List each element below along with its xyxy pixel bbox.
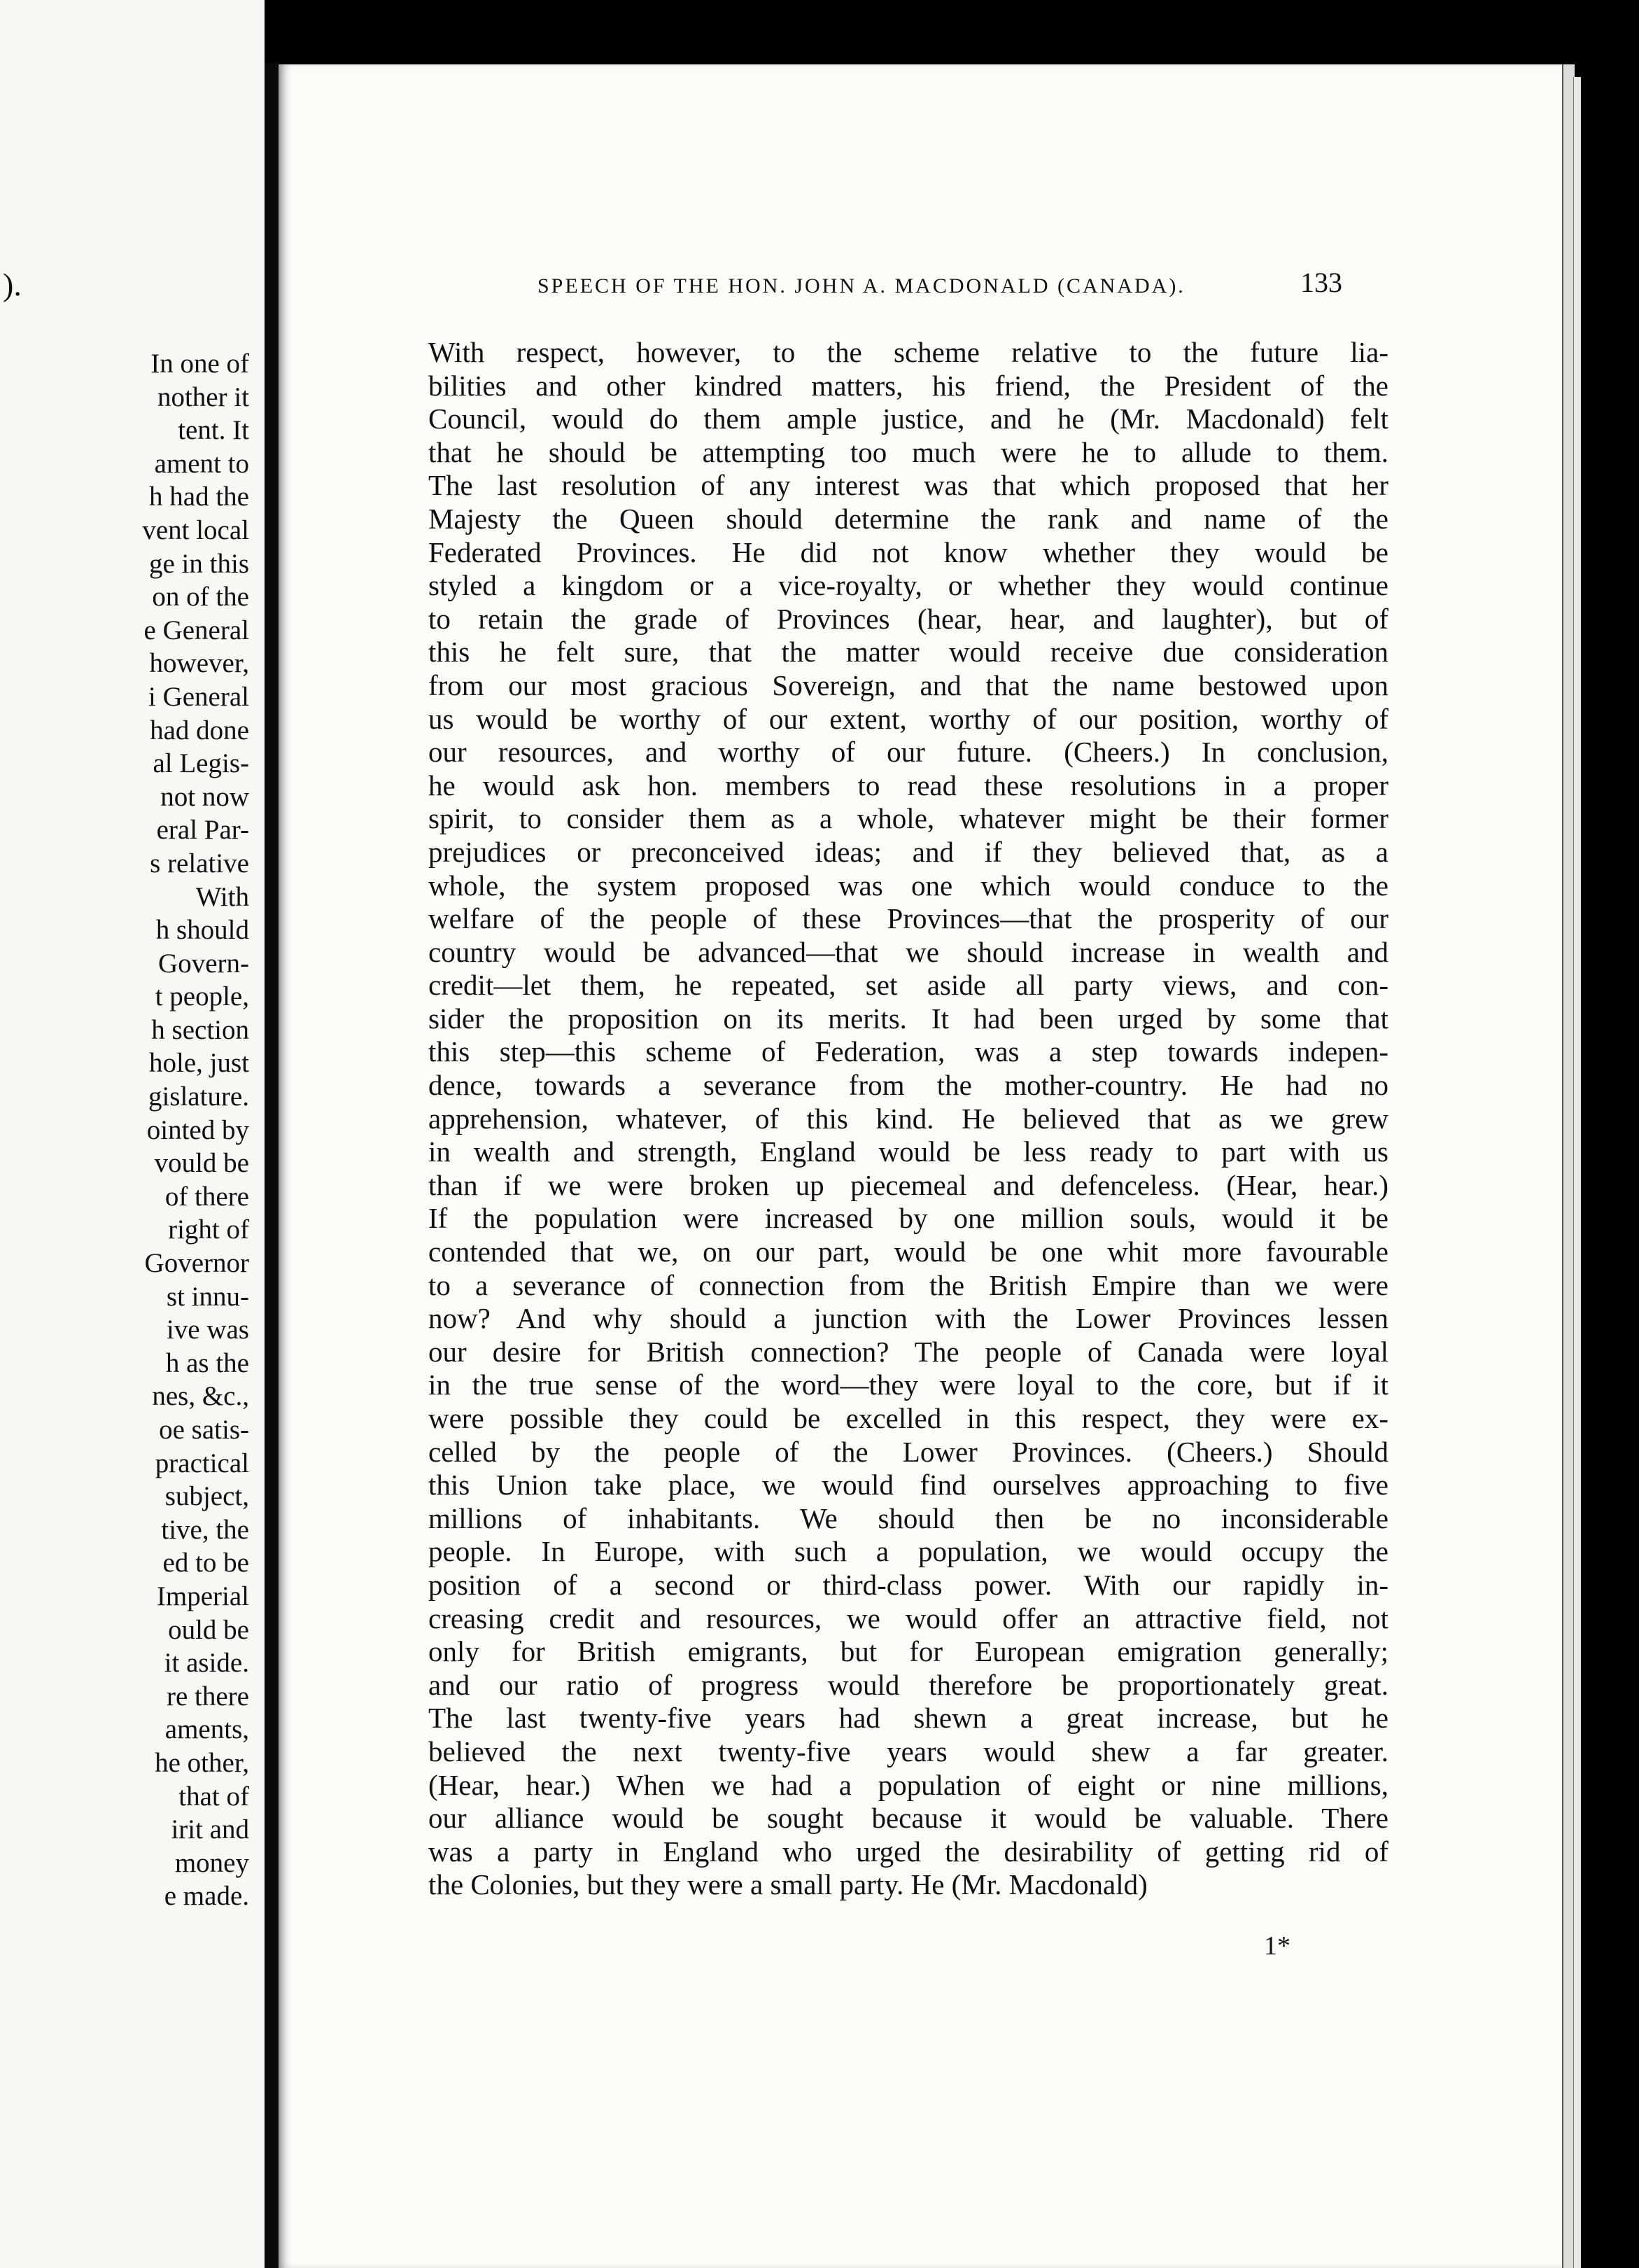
text-line: this he felt sure, that the matter would receive due consideration (428, 636, 1388, 668)
left-text-line: money (174, 1847, 249, 1878)
text-line: apprehension, whatever, of this kind. He believed that as we grew (428, 1102, 1388, 1135)
text-line: dence, towards a severance from the mother-country. He had no (428, 1069, 1388, 1102)
left-text-line: Imperial (156, 1581, 249, 1611)
left-text-line: he other, (155, 1747, 249, 1778)
left-text-line: that of (178, 1781, 249, 1812)
text-line: only for British emigrants, but for European emigration generally; (428, 1635, 1388, 1668)
text-line: position of a second or third-class power. With our rapidly in- (428, 1568, 1388, 1601)
text-line: contended that we, on our part, would be one whit more favourable (428, 1236, 1388, 1268)
left-text-line: irit and (171, 1814, 249, 1845)
left-text-line: ive was (166, 1315, 249, 1345)
left-text-line: tent. It (178, 415, 249, 446)
left-text-line: e General (143, 615, 249, 645)
left-text-line: h had the (149, 482, 249, 512)
signature-mark: 1* (1264, 1931, 1290, 1961)
text-line: now? And why should a junction with the Lower Provinces lessen (428, 1302, 1388, 1335)
left-text-line: hole, just (149, 1048, 249, 1079)
text-line: this Union take place, we would find ourselves approaching to five (428, 1469, 1388, 1502)
text-line: credit—let them, he repeated, set aside all party views, and con- (428, 969, 1388, 1002)
left-text-line: tive, the (161, 1514, 249, 1545)
book-gutter (265, 63, 280, 2268)
text-line: prejudices or preconceived ideas; and if they believed that, as a (428, 835, 1388, 868)
left-text-line: e made. (164, 1881, 249, 1912)
left-facing-page (0, 0, 265, 2268)
left-text-line: not now (160, 781, 249, 812)
left-text-line: st innu- (166, 1281, 249, 1312)
text-line: millions of inhabitants. We should then be no inconsiderable (428, 1502, 1388, 1534)
text-line: people. In Europe, with such a population, we would occupy the (428, 1535, 1388, 1568)
left-page-text (0, 347, 249, 1913)
page-edge-inner (1573, 77, 1581, 2268)
body-text (428, 336, 1388, 1902)
left-text-line: ge in this (149, 548, 249, 579)
left-text-line: ointed by (146, 1114, 249, 1145)
text-line: that he should be attempting too much were he to allude to them. (428, 435, 1388, 468)
left-text-line: right of (168, 1214, 249, 1245)
text-line: and our ratio of progress would therefore be proportionately great. (428, 1668, 1388, 1701)
text-line: The last resolution of any interest was that which proposed that her (428, 469, 1388, 502)
left-text-line: With (195, 881, 249, 912)
left-text-line: s relative (150, 848, 249, 878)
left-text-line: subject, (164, 1481, 249, 1512)
left-page-header-fragment: ). (3, 267, 22, 302)
text-line: our alliance would be sought because it would be valuable. There (428, 1802, 1388, 1835)
running-head: SPEECH OF THE HON. JOHN A. MACDONALD (CANADA). (537, 274, 1186, 298)
left-text-line: practical (155, 1448, 249, 1478)
text-line: our resources, and worthy of our future. (Cheers.) In conclusion, (428, 736, 1388, 769)
text-line: Majesty the Queen should determine the rank and name of the (428, 502, 1388, 535)
text-line: us would be worthy of our extent, worthy of our position, worthy of (428, 702, 1388, 735)
left-text-line: i General (148, 681, 249, 712)
left-text-line: t people, (155, 981, 249, 1012)
text-line: celled by the people of the Lower Provinces. (Cheers.) Should (428, 1435, 1388, 1468)
text-line: creasing credit and resources, we would offer an attractive field, not (428, 1602, 1388, 1634)
text-line: he would ask hon. members to read these resolutions in a proper (428, 769, 1388, 802)
left-text-line: al Legis- (153, 748, 249, 779)
text-line: spirit, to consider them as a whole, whatever might be their former (428, 802, 1388, 835)
left-text-line: h should (155, 915, 249, 946)
left-text-line: of there (164, 1181, 249, 1212)
left-text-line: re there (167, 1681, 249, 1712)
text-line: (Hear, hear.) When we had a population of eight or nine millions, (428, 1768, 1388, 1801)
text-line: this step—this scheme of Federation, was a step towards indepen- (428, 1035, 1388, 1068)
text-line: to a severance of connection from the British Empire than we were (428, 1268, 1388, 1301)
text-line: The last twenty-five years had shewn a great increase, but he (428, 1702, 1388, 1735)
text-line: styled a kingdom or a vice-royalty, or whether they would continue (428, 569, 1388, 602)
left-text-line: however, (149, 648, 249, 679)
text-line: whole, the system proposed was one which would conduce to the (428, 869, 1388, 902)
text-line: from our most gracious Sovereign, and that the name bestowed upon (428, 668, 1388, 701)
left-text-line: nother it (157, 382, 249, 412)
left-text-line: eral Par- (156, 815, 249, 846)
left-text-line: it aside. (164, 1648, 249, 1679)
left-text-line: ament to (154, 448, 249, 479)
text-line: Council, would do them ample justice, and he (Mr. Macdonald) felt (428, 402, 1388, 435)
left-text-line: vould be (154, 1148, 249, 1179)
left-text-line: ed to be (162, 1548, 249, 1578)
left-text-line: Governor (144, 1248, 249, 1279)
text-line: bilities and other kindred matters, his friend, the President of the (428, 369, 1388, 402)
left-text-line: In one of (150, 349, 249, 379)
text-line: sider the proposition on its merits. It had been urged by some that (428, 1002, 1388, 1035)
left-text-line: had done (150, 715, 249, 746)
text-line: was a party in England who urged the desirability of getting rid of (428, 1835, 1388, 1868)
text-line: believed the next twenty-five years would shew a far greater. (428, 1735, 1388, 1768)
left-text-line: gislature. (148, 1082, 249, 1112)
left-text-line: vent local (142, 514, 249, 545)
text-line: than if we were broken up piecemeal and defenceless. (Hear, hear.) (428, 1168, 1388, 1201)
left-text-line: oe satis- (159, 1415, 249, 1445)
text-line: If the population were increased by one million souls, would it be (428, 1202, 1388, 1235)
text-line: in the true sense of the word—they were loyal to the core, but if it (428, 1368, 1388, 1401)
text-line: our desire for British connection? The people of Canada were loyal (428, 1335, 1388, 1368)
left-text-line: Govern- (158, 948, 249, 979)
text-line: were possible they could be excelled in this respect, they were ex- (428, 1402, 1388, 1434)
left-text-line: ould be (168, 1614, 249, 1645)
text-line: to retain the grade of Provinces (hear, hear, and laughter), but of (428, 602, 1388, 635)
left-text-line: h as the (165, 1348, 249, 1378)
text-line: country would be advanced—that we should increase in wealth and (428, 935, 1388, 968)
text-line: With respect, however, to the scheme relative to the future lia- (428, 336, 1388, 368)
text-line: the Colonies, but they were a small party. He (Mr. Macdonald) (428, 1868, 1148, 1901)
left-text-line: aments, (164, 1714, 249, 1745)
page-number: 133 (1300, 267, 1342, 298)
text-line: welfare of the people of these Provinces—that the prosperity of our (428, 902, 1388, 935)
left-text-line: h section (151, 1014, 249, 1045)
left-text-line: on of the (152, 582, 249, 612)
left-text-line: nes, &c., (152, 1381, 249, 1412)
text-line: Federated Provinces. He did not know whether they would be (428, 536, 1388, 568)
text-line: in wealth and strength, England would be less ready to part with us (428, 1135, 1388, 1168)
